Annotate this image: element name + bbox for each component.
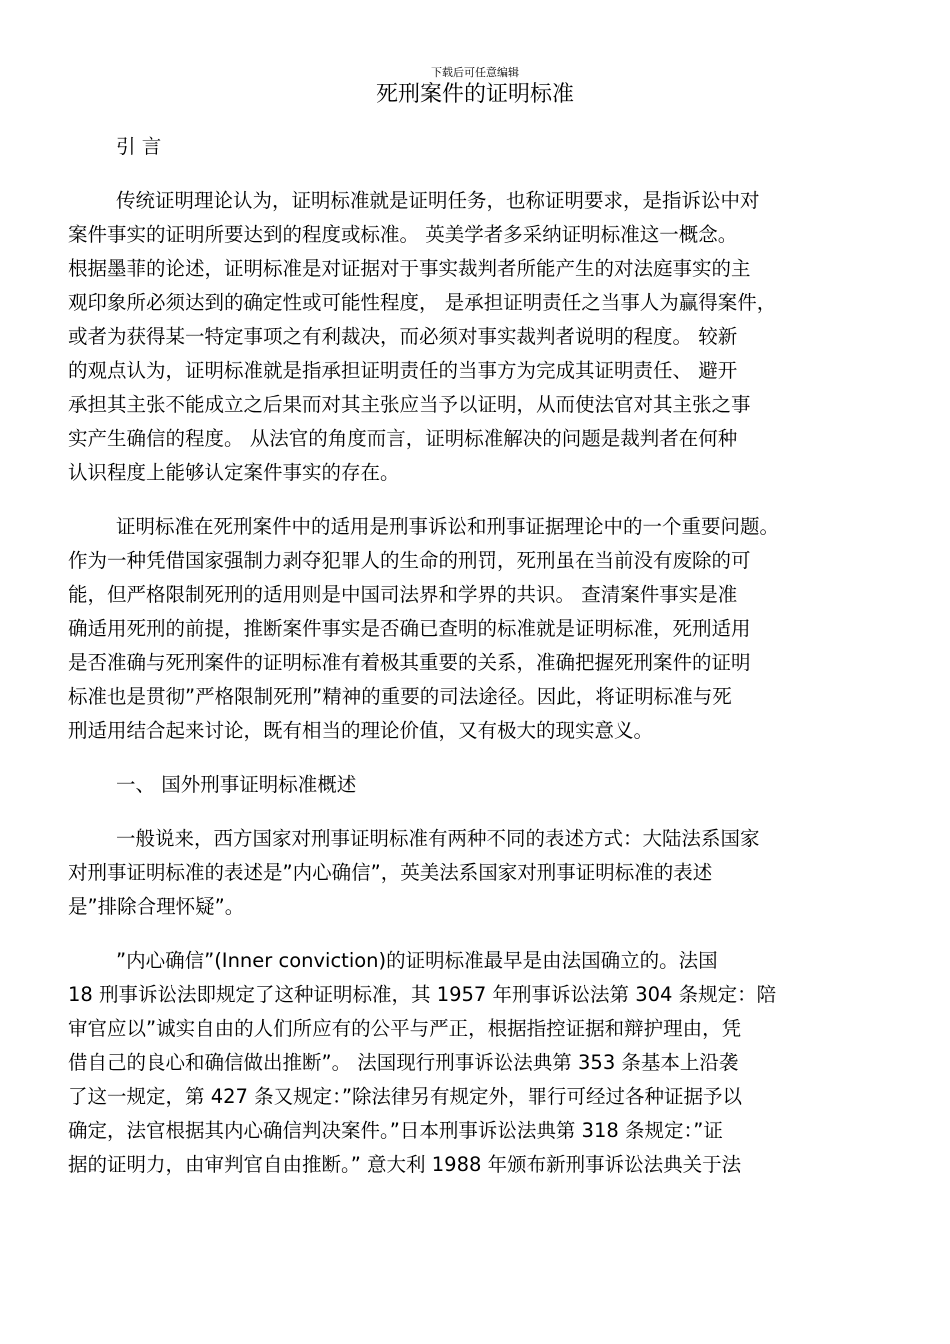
text-line: 的观点认为，证明标准就是指承担证明责任的当事方为完成其证明责任、 避开 — [68, 359, 738, 382]
text-line: 认识程度上能够认定案件事实的存在。 — [68, 461, 400, 484]
text-line: 案件事实的证明所要达到的程度或标准。 英美学者多采纳证明标准这一概念。 — [68, 223, 738, 246]
section-heading — [68, 130, 890, 164]
text-line: 了这一规定，第 427 条又规定：”除法律另有规定外，罪行可经过各种证据予以 — [68, 1085, 742, 1108]
text-line: 或者为获得某一特定事项之有利裁决，而必须对事实裁判者说明的程度。 较新 — [68, 325, 738, 348]
text-line: 据的证明力，由审判官自由推断。” 意大利 1988 年颁布新刑事诉讼法典关于法 — [68, 1153, 742, 1176]
text-line: 实产生确信的程度。 从法官的角度而言，证明标准解决的问题是裁判者在何种 — [68, 427, 738, 450]
text-line: 刑适用结合起来讨论，既有相当的理论价值，又有极大的现实意义。 — [68, 719, 654, 742]
text-line: 确定，法官根据其内心确信判决案件。”日本刑事诉讼法典第 318 条规定：”证 — [68, 1119, 723, 1142]
text-line: 引 言 — [116, 135, 162, 158]
text-line: 标准也是贯彻”严格限制死刑”精神的重要的司法途径。因此，将证明标准与死 — [68, 685, 732, 708]
text-line: 是”排除合理怀疑”。 — [68, 895, 245, 918]
text-line: 是否准确与死刑案件的证明标准有着极其重要的关系，准确把握死刑案件的证明 — [68, 651, 751, 674]
text-line: 18 刑事诉讼法即规定了这种证明标准，其 1957 年刑事诉讼法第 304 条规定：陪 — [68, 983, 777, 1006]
paragraph-gap — [68, 924, 890, 944]
text-line: 承担其主张不能成立之后果而对其主张应当予以证明，从而使法官对其主张之事 — [68, 393, 751, 416]
paragraph — [68, 822, 890, 924]
text-line: 对刑事证明标准的表述是”内心确信”，英美法系国家对刑事证明标准的表述 — [68, 861, 713, 884]
text-line: 证明标准在死刑案件中的适用是刑事诉讼和刑事证据理论中的一个重要问题。 — [116, 515, 780, 538]
text-line: 借自己的良心和确信做出推断”。 法国现行刑事诉讼法典第 353 条基本上沿袭 — [68, 1051, 739, 1074]
header-note: 下载后可任意编辑 — [431, 66, 519, 79]
paragraph — [68, 944, 890, 1182]
paragraph — [68, 184, 890, 490]
text-line: ”内心确信”(Inner conviction)的证明标准最早是由法国确立的。法国 — [116, 949, 718, 972]
text-line: 一般说来，西方国家对刑事证明标准有两种不同的表述方式：大陆法系国家 — [116, 827, 760, 850]
text-line: 一、 国外刑事证明标准概述 — [116, 773, 357, 796]
paragraph — [68, 510, 890, 748]
text-line: 根据墨菲的论述，证明标准是对证据对于事实裁判者所能产生的对法庭事实的主 — [68, 257, 751, 280]
paragraph-gap — [68, 802, 890, 822]
paragraph-gap — [68, 490, 890, 510]
text-line: 确适用死刑的前提，推断案件事实是否确已查明的标准就是证明标准，死刑适用 — [68, 617, 751, 640]
section-heading — [68, 768, 890, 802]
document-title: 死刑案件的证明标准 — [375, 82, 574, 107]
text-line: 传统证明理论认为，证明标准就是证明任务，也称证明要求，是指诉讼中对 — [116, 189, 760, 212]
text-line: 审官应以”诚实自由的人们所应有的公平与严正，根据指控证据和辩护理由，凭 — [68, 1017, 742, 1040]
paragraph-gap — [68, 748, 890, 768]
text-line: 作为一种凭借国家强制力剥夺犯罪人的生命的刑罚，死刑虽在当前没有废除的可 — [68, 549, 751, 572]
text-line: 观印象所必须达到的确定性或可能性程度， 是承担证明责任之当事人为赢得案件， — [68, 291, 777, 314]
document-body — [68, 130, 890, 1182]
paragraph-gap — [68, 164, 890, 184]
text-line: 能，但严格限制死刑的适用则是中国司法界和学界的共识。 查清案件事实是准 — [68, 583, 738, 606]
